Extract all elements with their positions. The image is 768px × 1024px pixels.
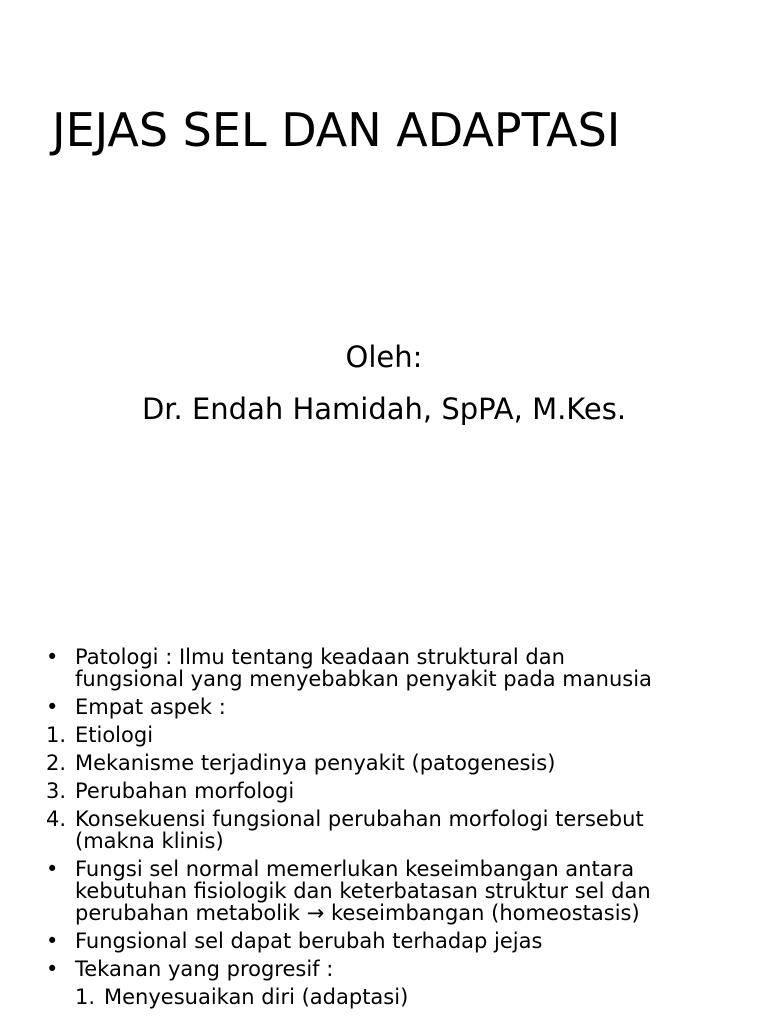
slide-title: JEJAS SEL DAN ADAPTASI — [52, 103, 621, 157]
list-item — [0, 930, 768, 952]
bullet-marker: • — [46, 929, 59, 953]
bullet-marker: • — [46, 957, 59, 981]
sub-list-item — [0, 986, 768, 1008]
list-item — [0, 780, 768, 802]
number-marker: 1. — [46, 723, 67, 747]
list-item-text: Patologi : Ilmu tentang keadaan struktural dan — [75, 645, 565, 669]
list-item-continuation — [0, 830, 768, 852]
list-item — [0, 808, 768, 830]
list-item-text: Fungsional sel dapat berubah terhadap jejas — [75, 929, 543, 953]
list-item-text: Menyesuaikan diri (adaptasi) — [104, 985, 409, 1009]
list-item-text: Empat aspek : — [75, 695, 226, 719]
list-item — [0, 646, 768, 668]
list-item — [0, 752, 768, 774]
byline-label: Oleh: — [345, 340, 423, 374]
list-item-text: Fungsi sel normal memerlukan keseimbangan antara — [75, 857, 635, 881]
bullet-marker: • — [46, 857, 59, 881]
list-item-text: Tekanan yang progresif : — [75, 957, 334, 981]
content-list — [0, 646, 768, 1008]
list-item-text: (makna klinis) — [75, 829, 224, 853]
list-item-text: Konsekuensi fungsional perubahan morfologi tersebut — [75, 807, 644, 831]
number-marker: 2. — [46, 751, 67, 775]
list-item-text: Perubahan morfologi — [75, 779, 295, 803]
list-item-continuation — [0, 880, 768, 902]
list-item-continuation — [0, 902, 768, 924]
author-name: Dr. Endah Hamidah, SpPA, M.Kes. — [141, 392, 627, 426]
list-item-text: perubahan metabolik → keseimbangan (homeostasis) — [75, 901, 640, 925]
list-item-text: fungsional yang menyebabkan penyakit pada manusia — [75, 667, 652, 691]
list-item-text: Mekanisme terjadinya penyakit (patogenesis) — [75, 751, 556, 775]
number-marker: 1. — [75, 985, 96, 1009]
list-item-text: Etiologi — [75, 723, 154, 747]
list-item — [0, 724, 768, 746]
bullet-marker: • — [46, 695, 59, 719]
list-item — [0, 958, 768, 980]
bullet-marker: • — [46, 645, 59, 669]
number-marker: 4. — [46, 807, 67, 831]
number-marker: 3. — [46, 779, 67, 803]
list-item — [0, 696, 768, 718]
list-item — [0, 858, 768, 880]
list-item-text: kebutuhan fisiologik dan keterbatasan struktur sel dan — [75, 879, 651, 903]
list-item-continuation — [0, 668, 768, 690]
